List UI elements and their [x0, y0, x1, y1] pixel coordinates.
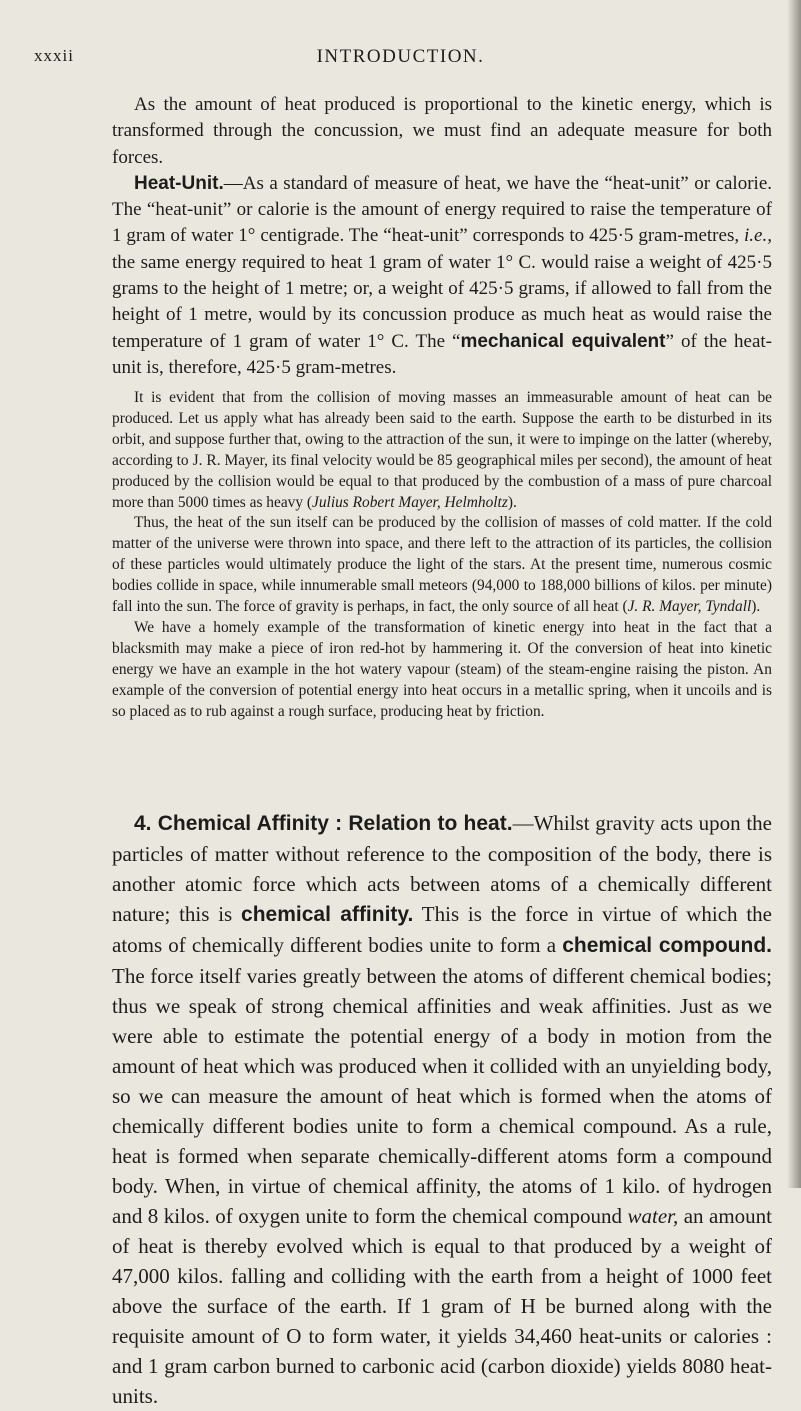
paragraph-sun-heat: Thus, the heat of the sun itself can be produced by the collision of masses of cold matter. If the cold matter of the universe were thrown into space, and there left to the attraction of its particles, the collision of these particles would ultimately produce the light of the stars. At the present time, numerous cosmic bodies collide in space, while innumerable small meteors (94,000 to 188,000 billions of kilos. per minute) fall into the sun. The force of gravity is perhaps, in fact, the only source of all heat (J. R. Mayer, Tyndall). — [112, 514, 772, 616]
page-number: xxxii — [34, 46, 74, 65]
paragraph-intro: As the amount of heat produced is proportional to the kinetic energy, which is transformed through the concussion, we must find an adequate measure for both forces. — [112, 94, 772, 168]
paragraph-heat-unit: Heat-Unit.—As a standard of measure of heat, we have the “heat-unit” or calorie. The “heat-unit” or calorie is the amount of energy required to raise the temperature of 1 gram of water 1° centigrade. The “heat-unit” corresponds to 425·5 gram-metres, i.e., the same energy required to heat 1 gram of water 1° C. would raise a weight of 425·5 grams to the height of 1 metre; or, a weight of 425·5 grams, if allowed to fall from the height of 1 metre, would by its concussion produce as much heat as would raise the temperature of 1 gram of water 1° C. The “mechanical equivalent” of the heat-unit is, therefore, 425·5 gram-metres. — [112, 172, 773, 378]
section-chemical-affinity — [112, 808, 772, 1411]
paragraph-chemical-affinity: 4. Chemical Affinity : Relation to heat.—Whilst gravity acts upon the particles of matter without reference to the composition of the body, there is another atomic force which acts between atoms of a chemically different nature; this is chemical affinity. This is the force in virtue of which the atoms of chemically different bodies unite to form a chemical compound. The force itself varies greatly between the atoms of different chemical bodies; thus we speak of strong chemical affinities and weak affinities. Just as we were able to estimate the potential energy of a body in motion from the amount of heat which was produced when it collided with an unyielding body, so we can measure the amount of heat which is formed when the atoms of chemically different bodies unite to form a chemical compound. As a rule, heat is formed when separate chemically-different atoms form a compound body. When, in virtue of chemical affinity, the atoms of 1 kilo. of hydrogen and 8 kilos. of oxygen unite to form the chemical compound water, an amount of heat is thereby evolved which is equal to that produced by a weight of 47,000 kilos. falling and colliding with the earth from a height of 1000 feet above the surface of the earth. If 1 gram of H be burned along with the requisite amount of O to form water, it yields 34,460 heat-units or calories : and 1 gram carbon burned to carbonic acid (carbon dioxide) yields 8080 heat-units. — [112, 811, 773, 1408]
heading-chemical-affinity: 4. Chemical Affinity : Relation to heat. — [134, 812, 513, 835]
section-small-print — [112, 388, 772, 723]
running-title: INTRODUCTION. — [316, 46, 485, 67]
page-edge-shadow — [787, 0, 801, 1188]
page-header — [34, 42, 767, 72]
paragraph-blacksmith: We have a homely example of the transformation of kinetic energy into heat in the fact that a blacksmith may make a piece of iron red-hot by hammering it. Of the conversion of heat into kinetic energy we have an example in the hot watery vapour (steam) of the steam-engine raising the piston. An example of the conversion of potential energy into heat occurs in a metallic spring, when it uncoils and is so placed as to rub against a rough surface, producing heat by friction. — [112, 618, 772, 720]
paragraph-collision: It is evident that from the collision of moving masses an immeasurable amount of heat can be produced. Let us apply what has already been said to the earth. Suppose the earth to be disturbed in its orbit, and suppose further that, owing to the attraction of the sun, it were to impinge on the latter (whereby, according to J. R. Mayer, its final velocity would be 85 geographical miles per second), the amount of heat produced by the collision would be equal to that produced by the combustion of a mass of pure charcoal more than 5000 times as heavy (Julius Robert Mayer, Helmholtz). — [112, 389, 772, 511]
section-heat-opening — [112, 92, 772, 381]
term-mechanical-equivalent: mechanical equivalent — [460, 330, 666, 352]
heading-heat-unit: Heat-Unit. — [134, 172, 224, 194]
